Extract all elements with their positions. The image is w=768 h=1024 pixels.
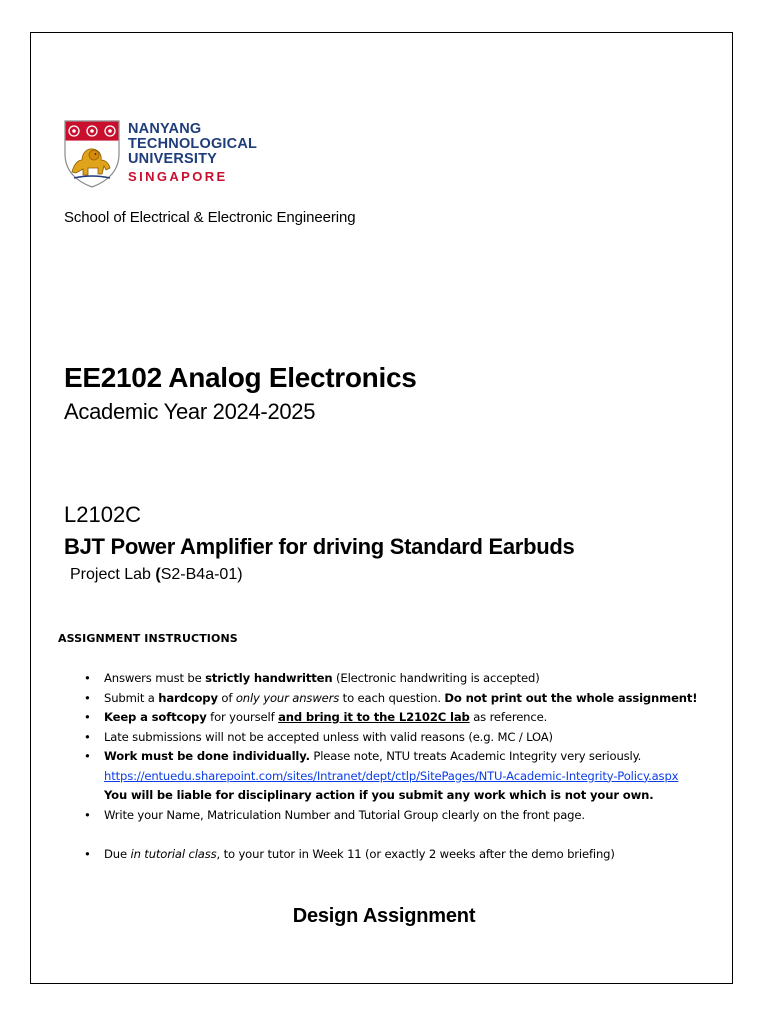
logo-text-line2: TECHNOLOGICAL	[128, 136, 258, 152]
text: to each question.	[339, 690, 445, 705]
text: Answers must be	[104, 671, 206, 685]
instruction-handwritten	[80, 669, 730, 689]
ntu-logo	[64, 120, 264, 188]
instructions-list	[80, 669, 730, 864]
lab-code: L2102C	[64, 502, 142, 527]
project-lab-location	[70, 566, 243, 584]
text: (Electronic handwriting is accepted)	[332, 671, 540, 685]
instructions-heading: ASSIGNMENT INSTRUCTIONS	[58, 632, 238, 645]
instruction-individual-work	[80, 747, 730, 806]
text: for yourself	[206, 710, 279, 724]
text: of	[217, 690, 236, 705]
school-name: School of Electrical & Electronic Engineering	[64, 209, 356, 226]
instruction-late-submission	[80, 728, 730, 748]
italic-text: in tutorial class	[130, 846, 217, 861]
text: , to your tutor in Week 11 (or exactly 2 weeks after the demo briefing)	[216, 846, 615, 861]
emphasis: hardcopy	[158, 690, 218, 705]
emphasis: Keep a softcopy	[104, 710, 207, 724]
logo-text-line1: NANYANG	[128, 121, 202, 137]
text: as reference.	[469, 710, 548, 724]
instruction-name-details	[80, 806, 730, 826]
italic-text: only your answers	[235, 690, 340, 705]
text: Please note, NTU treats Academic Integrity very seriously.	[309, 749, 642, 763]
instruction-due-date	[80, 845, 730, 865]
location-prefix: Project Lab	[70, 566, 156, 583]
project-title: BJT Power Amplifier for driving Standard Earbuds	[64, 534, 575, 559]
text: Write your Name, Matriculation Number and Tutorial Group clearly on the front page.	[104, 807, 585, 822]
warning-text: You will be liable for disciplinary action if you submit any work which is not your own.	[104, 788, 654, 802]
location-open-paren: (	[155, 566, 161, 583]
logo-text-line3: UNIVERSITY	[128, 151, 218, 167]
emphasis: Work must be done individually.	[104, 749, 310, 763]
section-title: Design Assignment	[292, 905, 476, 927]
underlined-emphasis: and bring it to the L2102C lab	[278, 710, 470, 724]
instruction-softcopy	[80, 708, 730, 728]
logo-text-line4: SINGAPORE	[128, 169, 228, 184]
location-code: S2-B4a-01)	[160, 566, 243, 583]
academic-integrity-link[interactable]: https://entuedu.sharepoint.com/sites/Intranet/dept/ctlp/SitePages/NTU-Academic-Integrity-Policy.aspx	[104, 768, 679, 783]
ntu-crest-icon	[64, 120, 120, 188]
text: Late submissions will not be accepted unless with valid reasons (e.g. MC / LOA)	[104, 729, 553, 744]
text: Due	[104, 846, 131, 861]
text: Submit a	[104, 690, 159, 705]
instruction-hardcopy	[80, 689, 730, 709]
emphasis: Do not print out the whole assignment!	[444, 690, 698, 705]
academic-year: Academic Year 2024-2025	[64, 399, 316, 424]
emphasis: strictly handwritten	[205, 671, 333, 685]
course-title: EE2102 Analog Electronics	[64, 362, 417, 393]
